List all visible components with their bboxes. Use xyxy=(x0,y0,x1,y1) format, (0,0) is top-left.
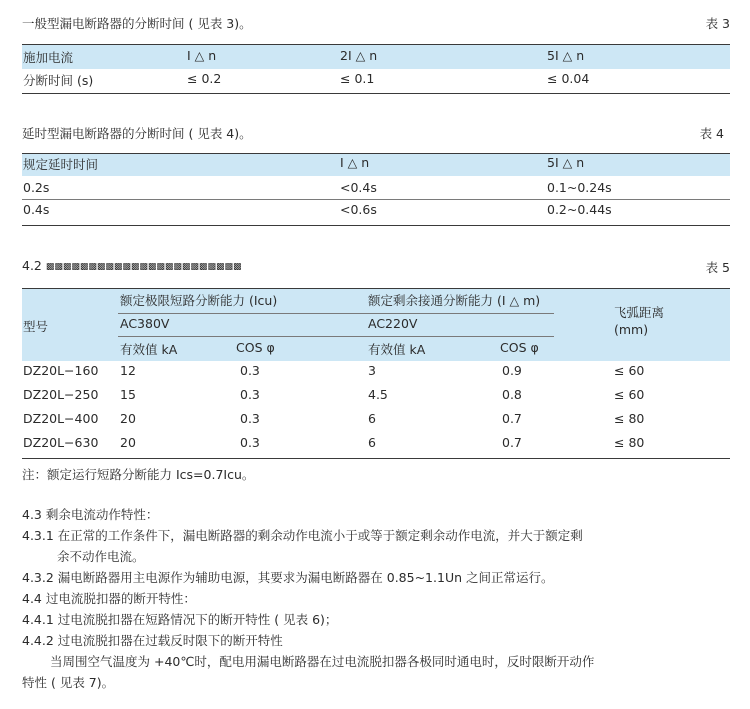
table5-header-distance: 飞弧距离 xyxy=(614,305,665,320)
section-4-4-2-para-line1: 当周围空气温度为 +40℃时，配电用漏电断路器在过电流脱扣器各极同时通电时，反时限断开动作 xyxy=(50,654,595,669)
table5-row2-cos1: 0.3 xyxy=(240,387,260,402)
table5-row2-ka2: 4.5 xyxy=(368,387,388,402)
table4-header-delay: 规定延时时间 xyxy=(23,157,99,172)
section-4-3-1-line2: 余不动作电流。 xyxy=(57,549,145,564)
table4-header-row xyxy=(22,154,730,176)
table5-caption-number: 4.2 xyxy=(22,258,42,273)
table3-label: 表 3 xyxy=(705,16,730,31)
table5-row4-cos1: 0.3 xyxy=(240,435,260,450)
table4-row2-delay: 0.4s xyxy=(23,202,50,217)
table5-label: 表 5 xyxy=(705,260,730,275)
table5-row4-ka2: 6 xyxy=(368,435,376,450)
table5-row3-model: DZ20L−400 xyxy=(23,411,99,426)
table3-header-1x: I △ n xyxy=(187,48,217,63)
table4-bottom-rule xyxy=(22,225,730,226)
section-4-3-heading: 4.3 剩余电流动作特性： xyxy=(22,507,159,522)
table3-row-label: 分断时间 (s) xyxy=(23,73,94,88)
table5-row4-cos2: 0.7 xyxy=(502,435,522,450)
table5-subheader-ka-1: 有效值 kA xyxy=(120,342,178,357)
table5-header-voltage-220: AC220V xyxy=(368,316,418,331)
table5-row3-ka2: 6 xyxy=(368,411,376,426)
table4-row1-5x: 0.1~0.24s xyxy=(547,180,612,195)
table5-row1-ka1: 12 xyxy=(120,363,136,378)
table5-header-idm: 额定剩余接通分断能力 (I △ m) xyxy=(368,293,541,308)
table4-label: 表 4 xyxy=(699,126,724,141)
table5-caption xyxy=(22,258,241,273)
table3-row-2x: ≤ 0.1 xyxy=(340,71,375,86)
table5-group-divider-2 xyxy=(118,336,554,337)
table4-row-divider xyxy=(22,199,730,200)
section-4-4-2-para-line2: 特性 ( 见表 7)。 xyxy=(22,675,115,690)
table4-row2-1x: <0.6s xyxy=(340,202,377,217)
table4-row1-1x: <0.4s xyxy=(340,180,377,195)
table5-row1-model: DZ20L−160 xyxy=(23,363,99,378)
table5-note: 注：额定运行短路分断能力 Ics=0.7Icu。 xyxy=(22,467,255,482)
table5-row2-distance: ≤ 60 xyxy=(614,387,645,402)
table5-bottom-rule xyxy=(22,458,730,459)
table4-row2-5x: 0.2~0.44s xyxy=(547,202,612,217)
table3-row-5x: ≤ 0.04 xyxy=(547,71,590,86)
table5-row2-model: DZ20L−250 xyxy=(23,387,99,402)
table5-header-model: 型号 xyxy=(23,319,49,334)
table4-header-1x: I △ n xyxy=(340,155,370,170)
table4-caption: 延时型漏电断路器的分断时间 ( 见表 4)。 xyxy=(22,126,252,141)
table5-subheader-cos-2: COS φ xyxy=(500,340,539,355)
table3-caption: 一般型漏电断路器的分断时间 ( 见表 3)。 xyxy=(22,16,252,31)
table5-row2-cos2: 0.8 xyxy=(502,387,522,402)
table3-header-current: 施加电流 xyxy=(23,50,74,65)
section-4-3-1-line1: 4.3.1 在正常的工作条件下，漏电断路器的剩余动作电流小于或等于额定剩余动作电流，并大于额定剩 xyxy=(22,528,583,543)
table5-row1-cos2: 0.9 xyxy=(502,363,522,378)
section-4-4-2: 4.4.2 过电流脱扣器在过载反时限下的断开特性 xyxy=(22,633,283,648)
table5-row1-ka2: 3 xyxy=(368,363,376,378)
table5-row3-distance: ≤ 80 xyxy=(614,411,645,426)
table3-header-5x: 5I △ n xyxy=(547,48,585,63)
table5-header-icu: 额定极限短路分断能力 (Icu) xyxy=(120,293,278,308)
table4-header-5x: 5I △ n xyxy=(547,155,585,170)
table5-row3-cos2: 0.7 xyxy=(502,411,522,426)
table5-row1-cos1: 0.3 xyxy=(240,363,260,378)
table5-row4-model: DZ20L−630 xyxy=(23,435,99,450)
table5-row4-distance: ≤ 80 xyxy=(614,435,645,450)
section-4-4-1: 4.4.1 过电流脱扣器在短路情况下的断开特性 ( 见表 6)； xyxy=(22,612,338,627)
table5-row2-ka1: 15 xyxy=(120,387,136,402)
table5-header-distance-unit: (mm) xyxy=(614,322,649,337)
table5-subheader-ka-2: 有效值 kA xyxy=(368,342,426,357)
table5-row3-cos1: 0.3 xyxy=(240,411,260,426)
table5-row1-distance: ≤ 60 xyxy=(614,363,645,378)
table5-group-divider-1 xyxy=(118,313,554,314)
section-4-3-2: 4.3.2 漏电断路器用主电源作为辅助电源，其要求为漏电断路器在 0.85~1.1Un 之间正常运行。 xyxy=(22,570,554,585)
table5-row3-ka1: 20 xyxy=(120,411,136,426)
table3-bottom-rule xyxy=(22,93,730,94)
table5-caption-glyphs: ▩▩▩▩▩▩▩▩▩▩▩▩▩▩▩▩▩▩▩▩▩▩▩ xyxy=(45,262,242,272)
table5-header-voltage-380: AC380V xyxy=(120,316,170,331)
section-4-4-heading: 4.4 过电流脱扣器的断开特性： xyxy=(22,591,196,606)
table3-row-1x: ≤ 0.2 xyxy=(187,71,222,86)
table4-row1-delay: 0.2s xyxy=(23,180,50,195)
table3-header-2x: 2I △ n xyxy=(340,48,378,63)
table5-row4-ka1: 20 xyxy=(120,435,136,450)
table5-subheader-cos-1: COS φ xyxy=(236,340,275,355)
